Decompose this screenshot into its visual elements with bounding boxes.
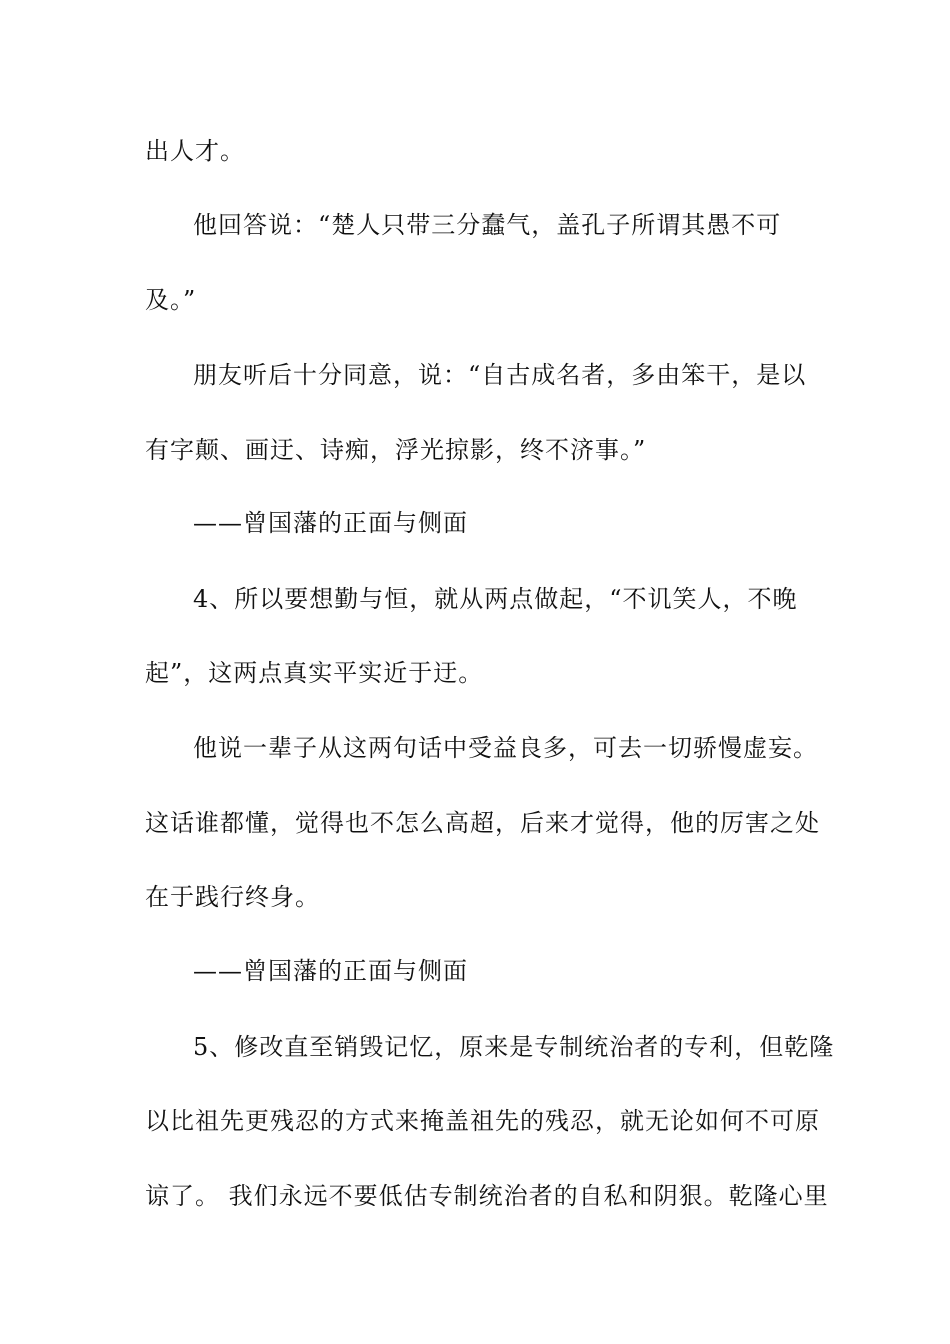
text-line: 5、修改直至销毁记忆，原来是专制统治者的专利，但乾隆 — [193, 1033, 835, 1061]
text-line: 4、所以要想勤与恒，就从两点做起，“不讥笑人，不晚 — [193, 585, 798, 613]
text-line: 在于践行终身。 — [145, 883, 320, 911]
text-line: 及。” — [145, 286, 197, 314]
text-line: 起”，这两点真实平实近于迂。 — [145, 659, 484, 687]
text-line: 有字颠、画迂、诗痴，浮光掠影，终不济事。” — [145, 436, 647, 464]
text-line: 谅了。 我们永远不要低估专制统治者的自私和阴狠。乾隆心里 — [145, 1182, 829, 1210]
text-line: 朋友听后十分同意，说：“自古成名者，多由笨干，是以 — [193, 361, 807, 389]
citation-line: ——曾国藩的正面与侧面 — [193, 509, 468, 537]
text-line: 他说一辈子从这两句话中受益良多，可去一切骄慢虚妄。 — [193, 734, 818, 762]
citation-line: ——曾国藩的正面与侧面 — [193, 957, 468, 985]
text-line: 这话谁都懂，觉得也不怎么高超，后来才觉得，他的厉害之处 — [145, 809, 820, 837]
text-line: 他回答说：“楚人只带三分蠢气，盖孔子所谓其愚不可 — [193, 211, 782, 239]
text-line: 以比祖先更残忍的方式来掩盖祖先的残忍，就无论如何不可原 — [145, 1107, 820, 1135]
text-line: 出人才。 — [145, 137, 245, 165]
